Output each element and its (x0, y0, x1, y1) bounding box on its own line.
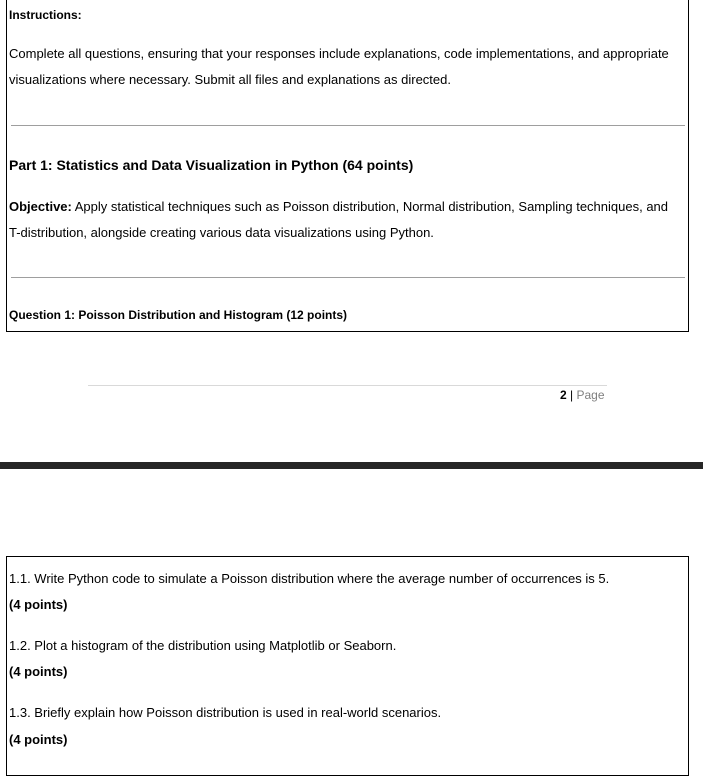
objective-text-1: Apply statistical techniques such as Poisson distribution, Normal distribution, Sampling techniques, and (71, 199, 669, 214)
page-break-bar (0, 462, 703, 469)
objective-label: Objective: (9, 199, 72, 214)
instructions-line-1: Complete all questions, ensuring that your responses include explanations, code implementations, and appropriate (9, 46, 669, 61)
page-number (560, 387, 605, 403)
instructions-line-2: visualizations where necessary. Submit all files and explanations as directed. (9, 72, 451, 87)
item-1-points: (4 points) (9, 597, 68, 612)
item-1-text: 1.1. Write Python code to simulate a Poisson distribution where the average number of occurrences is 5. (9, 571, 610, 586)
question-title: Question 1: Poisson Distribution and Histogram (12 points) (9, 308, 348, 322)
item-3-points: (4 points) (9, 732, 68, 747)
instructions-heading: Instructions: (9, 8, 82, 22)
item-3-text: 1.3. Briefly explain how Poisson distribution is used in real-world scenarios. (9, 705, 442, 720)
page-word: Page (576, 388, 605, 402)
divider-2 (11, 277, 685, 278)
objective-line-1 (9, 199, 668, 215)
divider-1 (11, 125, 685, 126)
objective-line-2: T-distribution, alongside creating various data visualizations using Python. (9, 225, 434, 240)
item-2-points: (4 points) (9, 664, 68, 679)
page-number-value: 2 (560, 388, 567, 402)
page-number-separator: | (570, 388, 574, 402)
item-2-text: 1.2. Plot a histogram of the distribution using Matplotlib or Seaborn. (9, 638, 397, 653)
instructions-box (6, 0, 689, 332)
part-title: Part 1: Statistics and Data Visualization in Python (64 points) (9, 157, 414, 173)
footer-rule (88, 385, 607, 386)
question-items-box (6, 556, 689, 776)
